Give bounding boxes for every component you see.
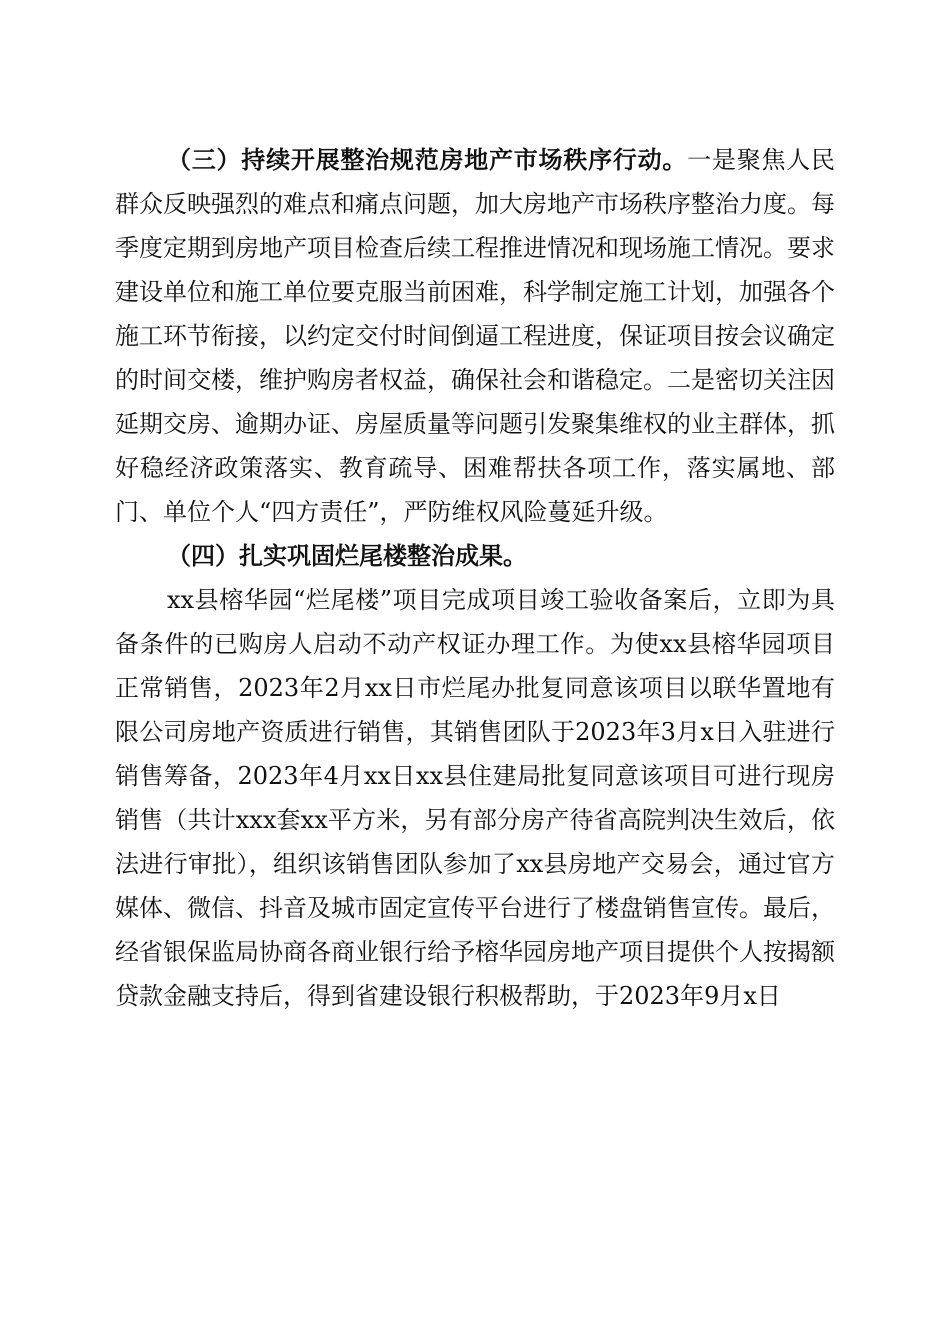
section-3-paragraph xyxy=(115,138,835,534)
section-3-body: 一是聚焦人民群众反映强烈的难点和痛点问题，加大房地产市场秩序整治力度。每季度定期到房地产项目检查后续工程推进情况和现场施工情况。要求建设单位和施工单位要克服当前困难，科学制定施工计划，加强各个施工环节衔接，以约定交付时间倒逼工程进度，保证项目按会议确定的时间交楼，维护购房者权益，确保社会和谐稳定。二是密切关注因延期交房、逾期办证、房屋质量等问题引发聚集维权的业主群体，抓好稳经济政策落实、教育疏导、困难帮扶各项工作，落实属地、部门、单位个人“四方责任”，严防维权风险蔓延升级。 xyxy=(115,146,836,526)
section-3-heading: （三）持续开展整治规范房地产市场秩序行动。 xyxy=(167,145,688,174)
section-4-heading: （四）扎实巩固烂尾楼整治成果。 xyxy=(167,541,527,570)
section-4-heading-paragraph xyxy=(115,534,835,578)
section-4-body: xx县榕华园“烂尾楼”项目完成项目竣工验收备案后，立即为具备条件的已购房人启动不动产权证办理工作。为使xx县榕华园项目正常销售，2023年2月xx日市烂尾办批复同意该项目以联华置地有限公司房地产资质进行销售，其销售团队于2023年3月x日入驻进行销售筹备，2023年4月xx日xx县住建局批复同意该项目可进行现房销售（共计xxx套xx平方米，另有部分房产待省高院判决生效后，依法进行审批），组织该销售团队参加了xx县房地产交易会，通过官方媒体、微信、抖音及城市固定宣传平台进行了楼盘销售宣传。最后，经省银保监局协商各商业银行给予榕华园房地产项目提供个人按揭额贷款金融支持后，得到省建设银行积极帮助，于2023年9月x日 xyxy=(115,586,835,1010)
document-body xyxy=(115,138,835,1018)
